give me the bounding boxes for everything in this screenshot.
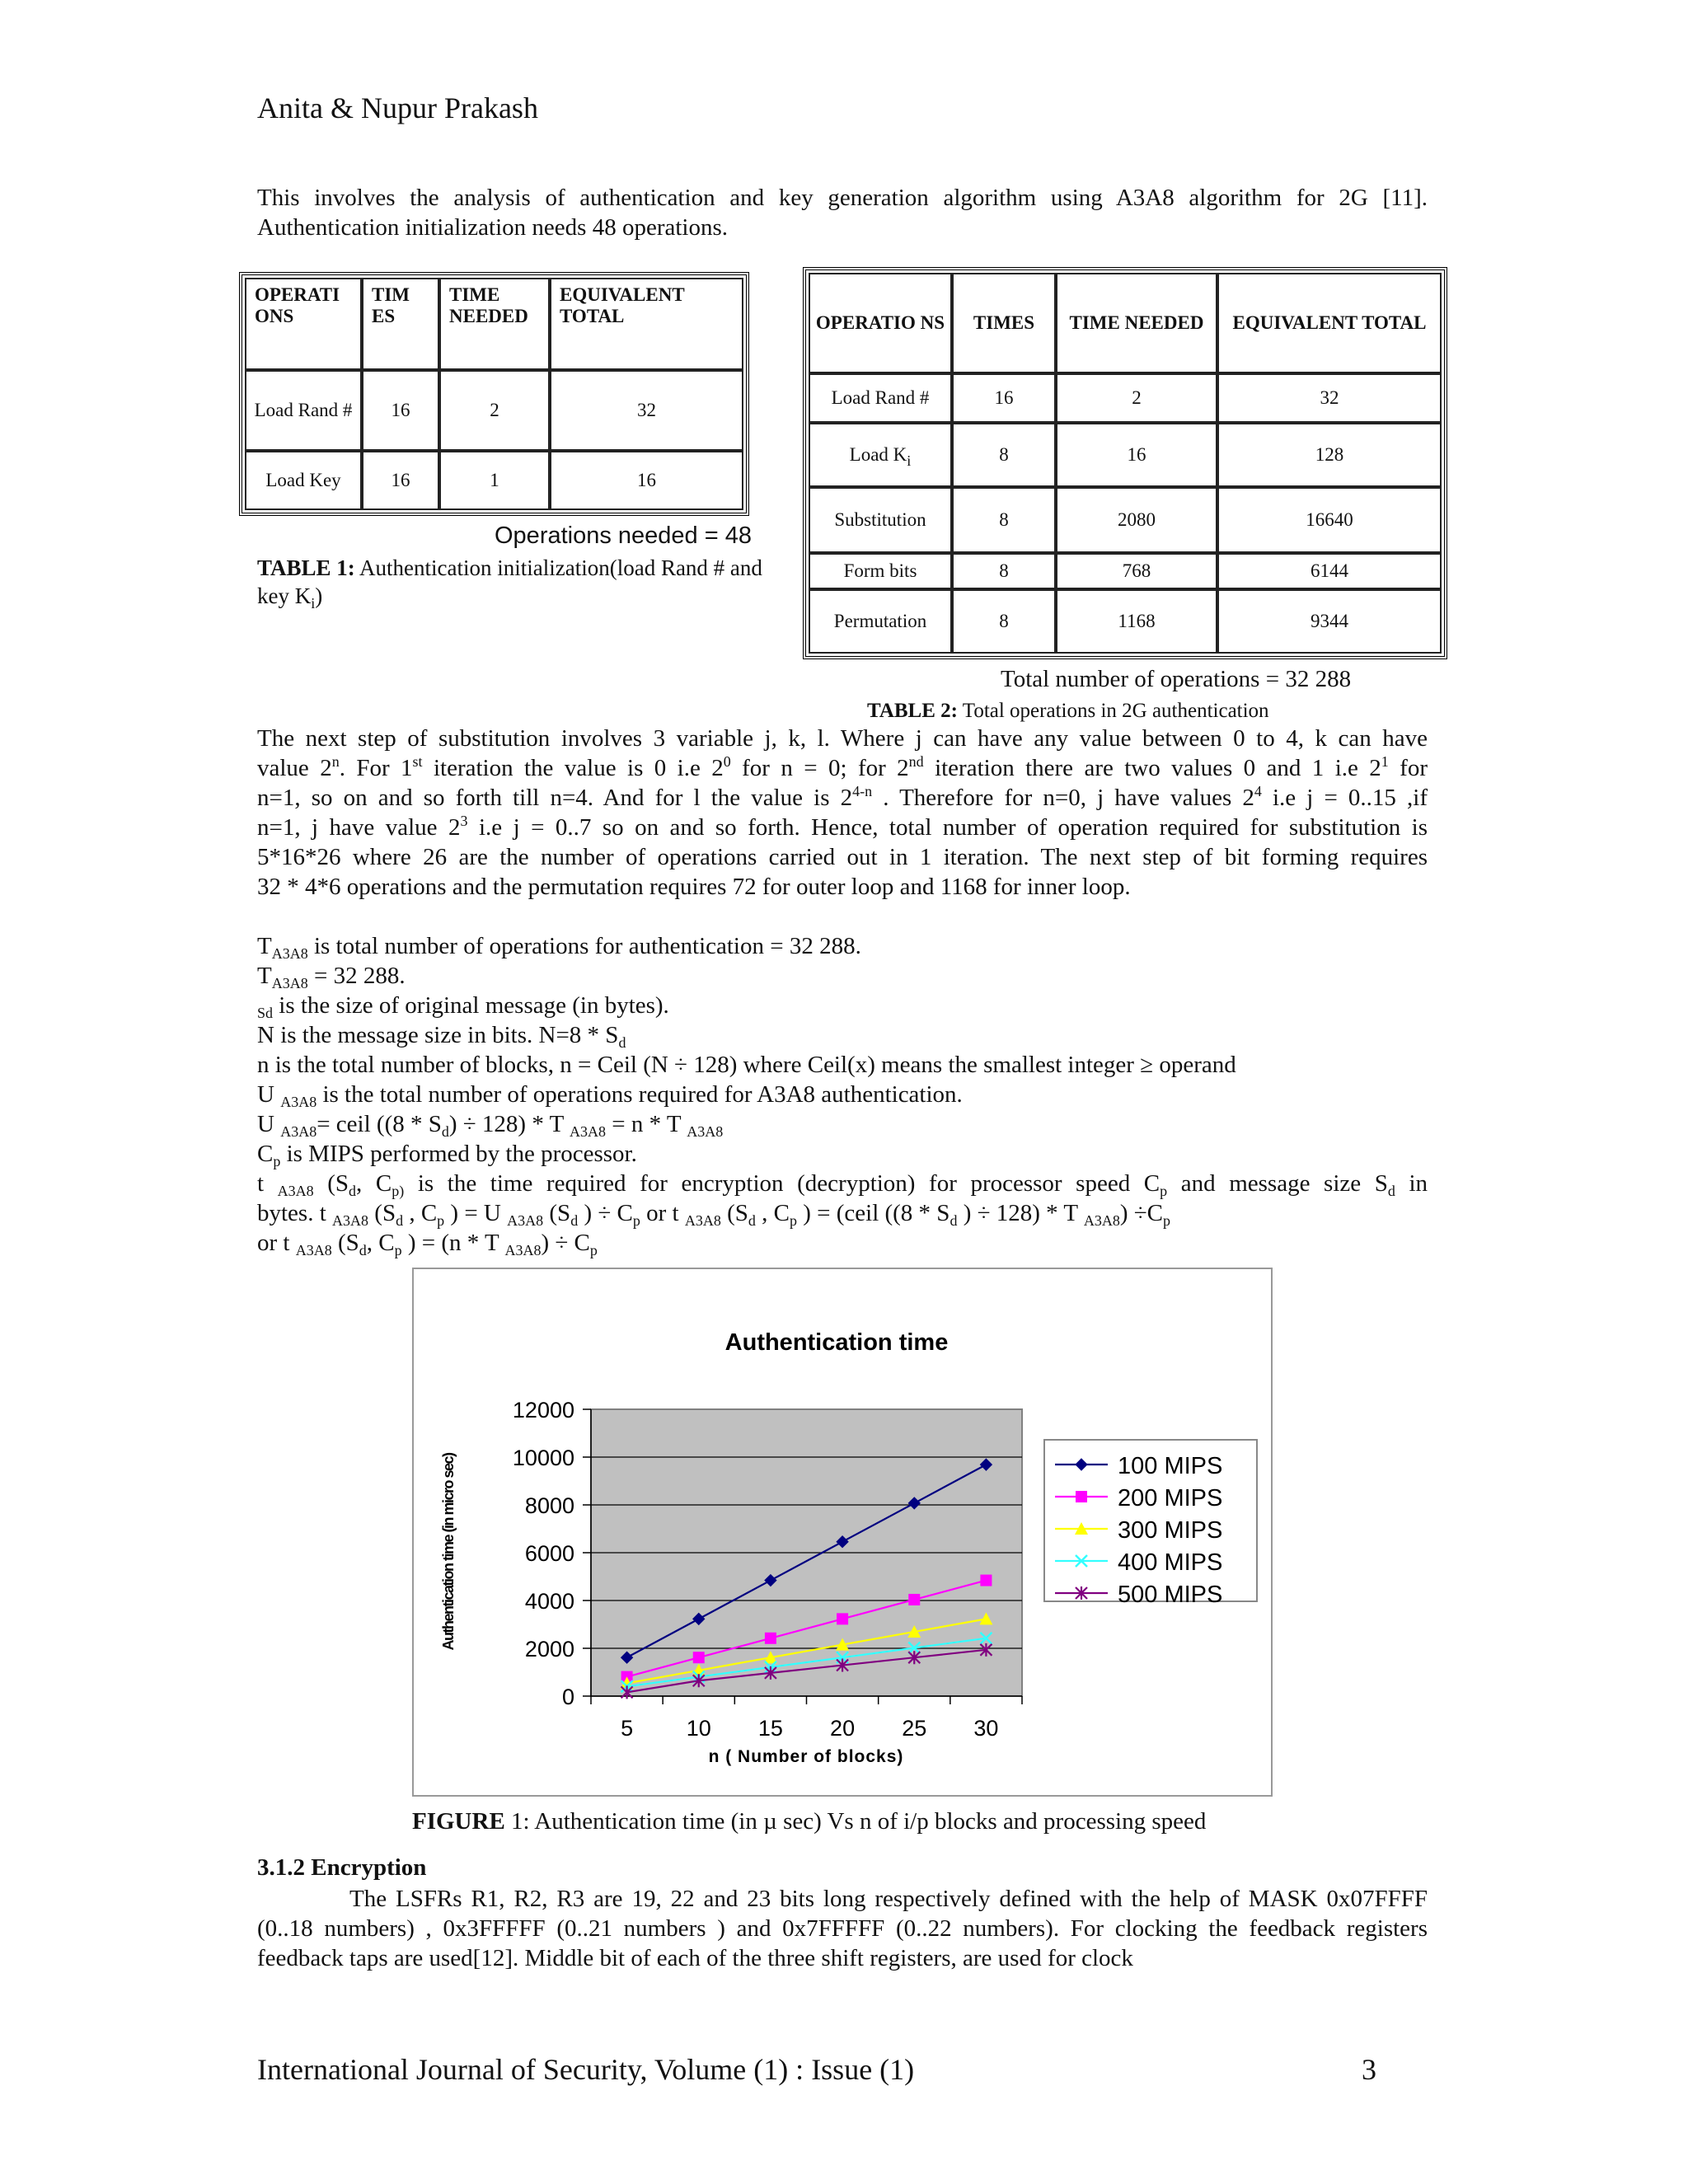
subscript: d: [359, 1242, 367, 1258]
y-tick-label: 10000: [512, 1446, 574, 1470]
table-1-caption-sub: i: [311, 595, 316, 612]
operations-needed: Operations needed = 48: [495, 523, 752, 549]
table-row: [809, 553, 1442, 589]
table-1-header-operations: OPERATI ONS: [245, 278, 362, 370]
table-1-header-equivalent-total: EQUIVALENT TOTAL: [550, 278, 743, 370]
table-row: [809, 487, 1442, 553]
text-run: , C: [356, 1170, 392, 1197]
running-header: Anita & Nupur Prakash: [257, 91, 538, 124]
text-run: n=1, so on and so forth till n=4. And for l the value is 2: [257, 785, 853, 811]
figure-caption-label: FIGURE: [412, 1808, 505, 1835]
text-run: = ceil ((8 * S: [316, 1111, 442, 1137]
table-row: [245, 370, 743, 451]
table-cell: 32: [550, 370, 743, 451]
subscript: p: [789, 1212, 797, 1229]
subscript: d: [441, 1123, 449, 1140]
table-2-caption-text: Total operations in 2G authentication: [962, 700, 1269, 722]
table-2-caption: [867, 697, 1269, 725]
table-cell: 8: [952, 553, 1056, 589]
superscript: 3: [460, 813, 468, 829]
data-point: [693, 1652, 705, 1663]
data-point: [908, 1594, 920, 1605]
formula-line: [257, 1169, 1428, 1198]
formula-line: n is the total number of blocks, n = Ceil (N ÷ 128) where Ceil(x) means the smallest integer ≥ operand: [257, 1052, 1236, 1078]
table-cell: 2080: [1056, 487, 1217, 553]
text-run: or t: [257, 1230, 296, 1256]
text-run: (S: [543, 1200, 571, 1226]
text-run: T: [257, 933, 272, 959]
text-line: [257, 753, 1428, 783]
section-heading: 3.1.2 Encryption: [257, 1854, 427, 1881]
text-run: i.e j = 0..7 so on and so forth. Hence, total number of operation required for substitution is: [467, 814, 1428, 841]
table-cell: 1: [439, 451, 550, 510]
legend-marker: [1076, 1491, 1087, 1502]
table-cell: Load Rand #: [245, 370, 362, 451]
formula-block: [257, 931, 1428, 1258]
text-line: The next step of substitution involves 3 variable j, k, l. Where j can have any value between 0 to 4, k can have: [257, 725, 1428, 752]
text-run: ) = (ceil ((8 * S: [796, 1200, 950, 1226]
table-cell: 16: [550, 451, 743, 510]
text-run: ) ÷ 128) * T: [957, 1200, 1084, 1226]
data-point: [765, 1633, 776, 1644]
text-run: (S: [368, 1200, 396, 1226]
table-cell: Form bits: [809, 553, 952, 589]
subscript: A3A8: [271, 945, 308, 962]
text-run: is MIPS performed by the processor.: [280, 1141, 637, 1167]
table-2-header-times: TIMES: [952, 273, 1056, 373]
text-run: (S: [313, 1170, 349, 1197]
superscript: 1: [1381, 753, 1389, 770]
text-run: U: [257, 1111, 281, 1137]
substitution-paragraph: [257, 724, 1428, 902]
text-run: , C: [755, 1200, 790, 1226]
table-1-header-time-needed: TIME NEEDED: [439, 278, 550, 370]
table-cell-sub: i: [907, 452, 912, 469]
table-1-caption-end: ): [315, 583, 323, 608]
table-cell: Load Key: [245, 451, 362, 510]
table-2-header-equivalent-total: EQUIVALENT TOTAL: [1217, 273, 1442, 373]
subscript: A3A8: [1083, 1212, 1120, 1229]
text-run: N is the message size in bits. N=8 * S: [257, 1022, 619, 1048]
subscript: A3A8: [280, 1094, 317, 1110]
table-1: [239, 272, 749, 516]
total-operations: Total number of operations = 32 288: [1001, 666, 1352, 692]
subscript: d: [1387, 1183, 1395, 1199]
subscript: d: [748, 1212, 756, 1229]
subscript: A3A8: [570, 1123, 607, 1140]
table-cell: 16640: [1217, 487, 1442, 553]
legend-label: 200 MIPS: [1118, 1485, 1223, 1511]
text-run: is total number of operations for authentication = 32 288.: [307, 933, 861, 959]
subscript: p: [394, 1242, 402, 1258]
text-run: in: [1395, 1170, 1428, 1197]
table-cell: 16: [1056, 423, 1217, 487]
table-2: [803, 267, 1447, 659]
table-cell: Permutation: [809, 589, 952, 654]
superscript: 0: [723, 753, 731, 770]
table-cell: 9344: [1217, 589, 1442, 654]
formula-line: [257, 991, 1428, 1020]
formula-line: [257, 1139, 1428, 1169]
table-cell: 8: [952, 487, 1056, 553]
table-cell: Substitution: [809, 487, 952, 553]
y-tick-label: 2000: [524, 1637, 574, 1661]
text-run: . Therefore for n=0, j have values 2: [872, 785, 1254, 811]
x-tick-label: 10: [686, 1716, 711, 1741]
table-cell: 1168: [1056, 589, 1217, 654]
superscript: st: [412, 753, 423, 770]
table-cell: 768: [1056, 553, 1217, 589]
text-run: for n = 0; for 2: [730, 755, 909, 781]
table-1-header-times: TIM ES: [362, 278, 439, 370]
text-run: (S: [720, 1200, 748, 1226]
x-tick-label: 15: [757, 1716, 783, 1741]
table-2-header-operations: OPERATIO NS: [809, 273, 952, 373]
y-tick-label: 0: [561, 1685, 574, 1709]
subscript: p: [273, 1153, 281, 1169]
subscript: p: [632, 1212, 640, 1229]
figure-caption: [412, 1808, 1206, 1835]
subscript: d: [618, 1034, 626, 1051]
text-run: = n * T: [606, 1111, 687, 1137]
formula-line: [257, 1020, 1428, 1050]
formula-line: [257, 1109, 1428, 1139]
chart-svg: [414, 1269, 1271, 1795]
subscript: p: [1160, 1183, 1168, 1199]
text-run: U: [257, 1081, 281, 1108]
subscript: A3A8: [684, 1212, 721, 1229]
formula-line: [257, 931, 1428, 961]
y-tick-label: 8000: [524, 1493, 574, 1518]
formula-line: [257, 1198, 1428, 1228]
text-line: [257, 783, 1428, 813]
y-tick-label: 12000: [512, 1398, 574, 1422]
text-line: [257, 813, 1428, 842]
page-number: 3: [1362, 2053, 1376, 2086]
table-cell: 16: [362, 451, 439, 510]
subscript: A3A8: [277, 1183, 314, 1199]
text-run: ) = (n * T: [401, 1230, 505, 1256]
authentication-time-chart: [412, 1268, 1273, 1797]
x-tick-label: 25: [902, 1716, 927, 1741]
subscript: d: [349, 1183, 357, 1199]
subscript: A3A8: [295, 1242, 332, 1258]
table-2-header-time-needed: TIME NEEDED: [1056, 273, 1217, 373]
table-cell: [809, 423, 952, 487]
x-tick-label: 30: [973, 1716, 999, 1741]
subscript: A3A8: [504, 1242, 542, 1258]
x-axis-label: n ( Number of blocks): [708, 1747, 904, 1766]
subscript: A3A8: [507, 1212, 544, 1229]
formula-line: [257, 1228, 1428, 1258]
text-run: ) ÷ 128) * T: [448, 1111, 570, 1137]
data-point: [980, 1575, 992, 1586]
subscript: p: [1163, 1212, 1171, 1229]
superscript: 4: [1254, 783, 1262, 799]
table-cell: 8: [952, 423, 1056, 487]
subscript: d: [950, 1212, 958, 1229]
table-cell: 2: [439, 370, 550, 451]
text-run: C: [257, 1141, 274, 1167]
text-run: ) = U: [444, 1200, 508, 1226]
text-run: is the size of original message (in bytes).: [273, 992, 669, 1019]
subscript: A3A8: [332, 1212, 369, 1229]
section-paragraph: The LSFRs R1, R2, R3 are 19, 22 and 23 bits long respectively defined with the help of MASK 0x07FFFF (0..18 numbers) , 0x3FFFFF (0..21 numbers ) and 0x7FFFFF (0..22 numbers). For clocking the feedback registers feedback taps are used[12]. Middle bit of each of the three shift registers, are used for clock: [257, 1886, 1428, 1971]
legend-label: 300 MIPS: [1118, 1517, 1223, 1544]
table-cell: 8: [952, 589, 1056, 654]
y-axis-label: Authentication time (in micro sec): [440, 1453, 457, 1651]
text-run: , C: [403, 1200, 438, 1226]
subscript: A3A8: [280, 1123, 317, 1140]
text-run: bytes. t: [257, 1200, 333, 1226]
table-2-caption-label: TABLE 2:: [867, 700, 958, 722]
table-cell: 6144: [1217, 553, 1442, 589]
text-run: t: [257, 1170, 278, 1197]
formula-line: [257, 1080, 1428, 1109]
text-run: and message size S: [1167, 1170, 1388, 1197]
text-run: iteration the value is 0 i.e 2: [422, 755, 724, 781]
table-cell: 16: [952, 373, 1056, 423]
subscript: A3A8: [687, 1123, 724, 1140]
table-1-caption-label: TABLE 1:: [257, 555, 355, 580]
text-run: or t: [640, 1200, 685, 1226]
superscript: n: [331, 753, 340, 770]
table-cell: 16: [362, 370, 439, 451]
table-row: [245, 451, 743, 510]
table-row: [809, 423, 1442, 487]
data-point: [837, 1613, 848, 1624]
text-line: 32 * 4*6 operations and the permutation requires 72 for outer loop and 1168 for inner loop.: [257, 874, 1131, 900]
subscript: p: [437, 1212, 445, 1229]
legend-label: 100 MIPS: [1118, 1453, 1223, 1479]
figure-caption-text: 1: Authentication time (in µ sec) Vs n of i/p blocks and processing speed: [504, 1808, 1207, 1835]
journal-footer: International Journal of Security, Volume (1) : Issue (1): [257, 2053, 915, 2086]
table-row: [809, 589, 1442, 654]
subscript: A3A8: [271, 975, 308, 991]
text-run: T: [257, 963, 272, 989]
text-run: value 2: [257, 755, 332, 781]
text-run: n=1, j have value 2: [257, 814, 461, 841]
chart-title: Authentication time: [724, 1329, 949, 1356]
table-1-caption-text: Authentication initialization(load Rand # and key K: [257, 555, 762, 608]
table-row: [809, 373, 1442, 423]
table-1-caption: [257, 554, 768, 610]
x-tick-label: 5: [621, 1716, 634, 1741]
text-run: ) ÷ C: [541, 1230, 590, 1256]
legend-label: 400 MIPS: [1118, 1549, 1223, 1576]
text-run: . For 1: [339, 755, 413, 781]
table-cell: 128: [1217, 423, 1442, 487]
subscript: Sd: [257, 1005, 274, 1021]
text-run: ) ÷C: [1119, 1200, 1164, 1226]
table-cell: 2: [1056, 373, 1217, 423]
intro-paragraph: This involves the analysis of authentication and key generation algorithm using A3A8 algorithm for 2G [11]. Authentication initialization needs 48 operations.: [257, 185, 1428, 241]
legend-label: 500 MIPS: [1118, 1582, 1223, 1608]
superscript: 4-n: [852, 783, 873, 799]
text-run: is the time required for encryption (decryption) for processor speed C: [404, 1170, 1160, 1197]
superscript: nd: [908, 753, 924, 770]
text-run: ) ÷ C: [578, 1200, 633, 1226]
table-cell: 32: [1217, 373, 1442, 423]
text-run: (S: [331, 1230, 359, 1256]
table-cell: Load Rand #: [809, 373, 952, 423]
subscript: p): [392, 1183, 405, 1199]
text-run: is the total number of operations required for A3A8 authentication.: [316, 1081, 963, 1108]
text-line: 5*16*26 where 26 are the number of operations carried out in 1 iteration. The next step of bit forming requires: [257, 844, 1428, 870]
subscript: d: [570, 1212, 579, 1229]
subscript: d: [396, 1212, 404, 1229]
subscript: p: [589, 1242, 598, 1258]
table-cell-text: Load K: [849, 444, 907, 465]
text-run: for: [1388, 755, 1428, 781]
formula-line: [257, 961, 1428, 991]
x-tick-label: 20: [830, 1716, 856, 1741]
text-run: iteration there are two values 0 and 1 i.e 2: [923, 755, 1381, 781]
text-run: , C: [366, 1230, 395, 1256]
text-run: i.e j = 0..15 ,if: [1261, 785, 1428, 811]
y-tick-label: 4000: [524, 1589, 574, 1614]
y-tick-label: 6000: [524, 1541, 574, 1566]
text-run: = 32 288.: [307, 963, 406, 989]
